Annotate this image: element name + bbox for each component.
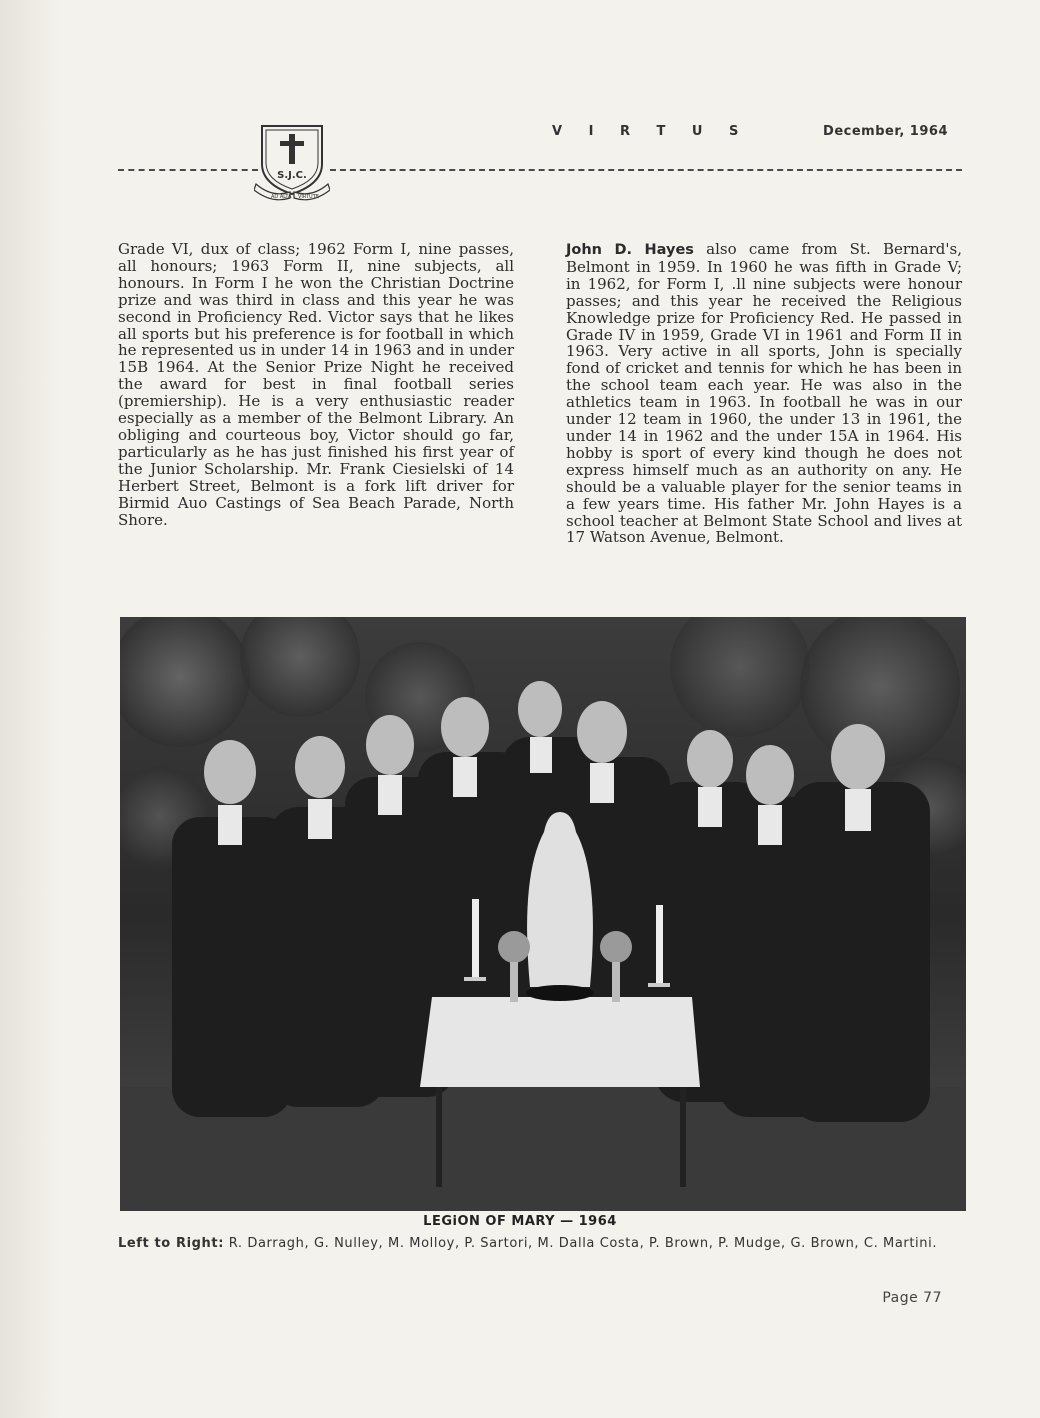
student-name: John D. Hayes <box>566 242 694 258</box>
page-number: Page 77 <box>882 1290 942 1306</box>
page-edge <box>0 0 62 1418</box>
group-photograph <box>120 617 966 1211</box>
article-column-right <box>566 241 962 546</box>
issue-date: December, 1964 <box>823 124 948 139</box>
caption-names: R. Darragh, G. Nulley, M. Molloy, P. Sartori, M. Dalla Costa, P. Brown, P. Mudge, G. Brown, C. Martini. <box>224 1236 938 1251</box>
crest-motto-right: VIRTUTE <box>298 194 319 200</box>
column-left-text: Grade VI, dux of class; 1962 Form I, nine passes, all honours; 1963 Form II, nine subjects, all honours. In Form I he won the Christian Doctrine prize and was third in class and this year he was second in Proficiency Red. Victor says that he likes all sports but his preference is for football in which he represented us in under 14 in 1963 and in under 15B 1964. At the Senior Prize Night he received the award for best in final football series (premiership). He is a very enthusiastic reader especially as a member of the Belmont Library. An obliging and courteous boy, Victor should go far, particularly as he has just finished his first year of the Junior Scholarship. Mr. Frank Ciesielski of 14 Herbert Street, Belmont is a fork lift driver for Birmid Auo Castings of Sea Beach Parade, North Shore. <box>118 240 514 529</box>
page-header <box>0 0 1040 210</box>
photo-illustration <box>120 617 966 1211</box>
header-rule-left <box>118 169 258 171</box>
crest-motto-left: AD ALTA <box>271 194 292 200</box>
article-column-left <box>118 241 514 528</box>
header-rule-right <box>330 169 962 171</box>
crest-initials: S.J.C. <box>277 170 307 181</box>
photo-caption <box>118 1234 968 1254</box>
school-crest-icon <box>254 118 330 204</box>
caption-lead: Left to Right: <box>118 1236 225 1251</box>
photo-caption-title: LEGiON OF MARY — 1964 <box>423 1214 617 1229</box>
masthead-title: V I R T U S <box>552 124 750 139</box>
column-right-text: also came from St. Bernard's, Belmont in 1959. In 1960 he was fifth in Grade V; in 1962, for Form I, .ll nine subjects were honour passes; and this year he received the Religious Knowledge prize for Proficiency Red. He passed in Grade IV in 1959, Grade VI in 1961 and Form II in 1963. Very active in all sports, John is specially fond of cricket and tennis for which he has been in the school team each year. He was also in the athletics team in 1963. In football he was in our under 12 team in 1960, the under 13 in 1961, the under 14 in 1962 and the under 15A in 1964. His hobby is sport of every kind though he does not express himself much as an authority on any. He should be a valuable player for the senior teams in a few years time. His father Mr. John Hayes is a school teacher at Belmont State School and lives at 17 Watson Avenue, Belmont. <box>566 240 962 547</box>
